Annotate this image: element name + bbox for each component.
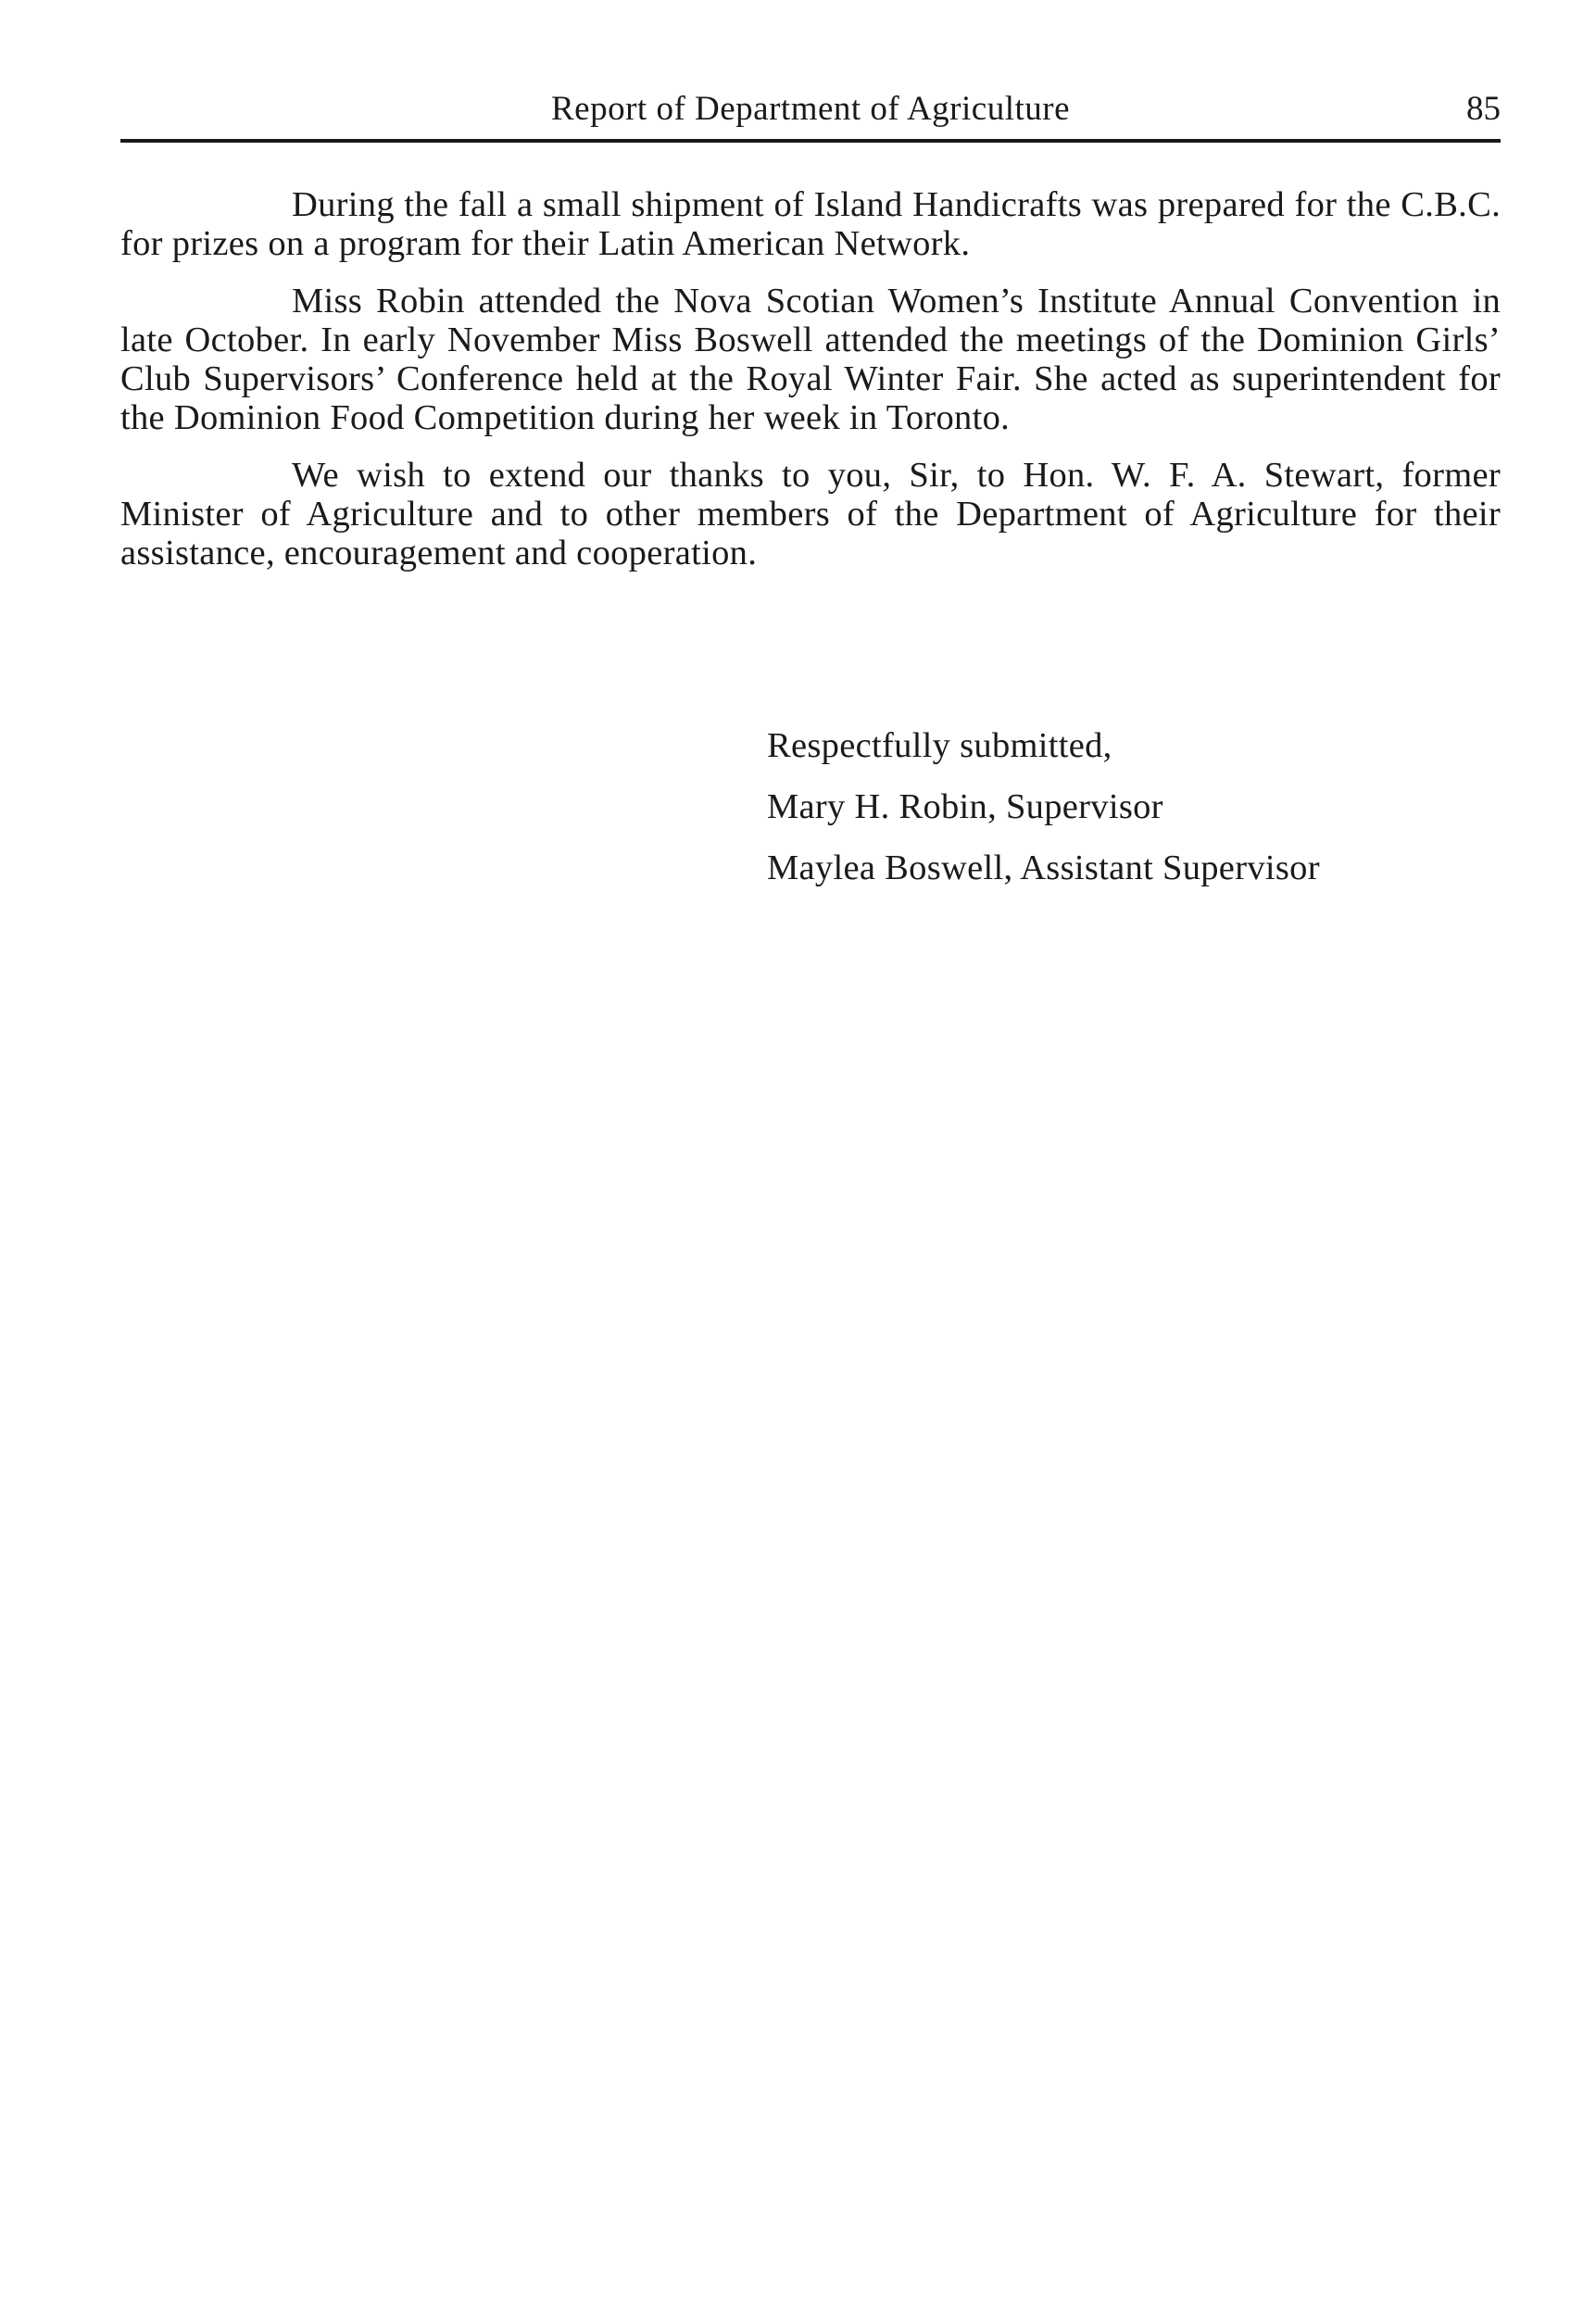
page-number: 85 [1466, 90, 1501, 128]
signer-supervisor: Mary H. Robin, Supervisor [767, 787, 1163, 826]
header-rule [120, 139, 1501, 143]
signature-block [767, 715, 1499, 899]
paragraph-handicrafts-shipment: During the fall a small shipment of Island Handicrafts was prepared for the C.B.C. for prizes on a program for their Latin American Network. [120, 185, 1501, 263]
body-text [120, 185, 1501, 591]
running-header [120, 82, 1501, 137]
paragraph-thanks: We wish to extend our thanks to you, Sir, to Hon. W. F. A. Stewart, former Minister of Agriculture and to other members of the Department of Agriculture for their assistance, encouragement and cooperation. [120, 456, 1501, 572]
running-title: Report of Department of Agriculture [551, 90, 1070, 128]
paragraph-conventions: Miss Robin attended the Nova Scotian Women’s Institute Annual Convention in late October. In early November Miss Boswell attended the meetings of the Dominion Girls’ Club Supervisors’ Conference held at the Royal Winter Fair. She acted as superintendent for the Dominion Food Competition during her week in Toronto. [120, 282, 1501, 437]
closing-line: Respectfully submitted, [767, 726, 1112, 765]
signer-assistant-supervisor: Maylea Boswell, Assistant Supervisor [767, 848, 1320, 887]
